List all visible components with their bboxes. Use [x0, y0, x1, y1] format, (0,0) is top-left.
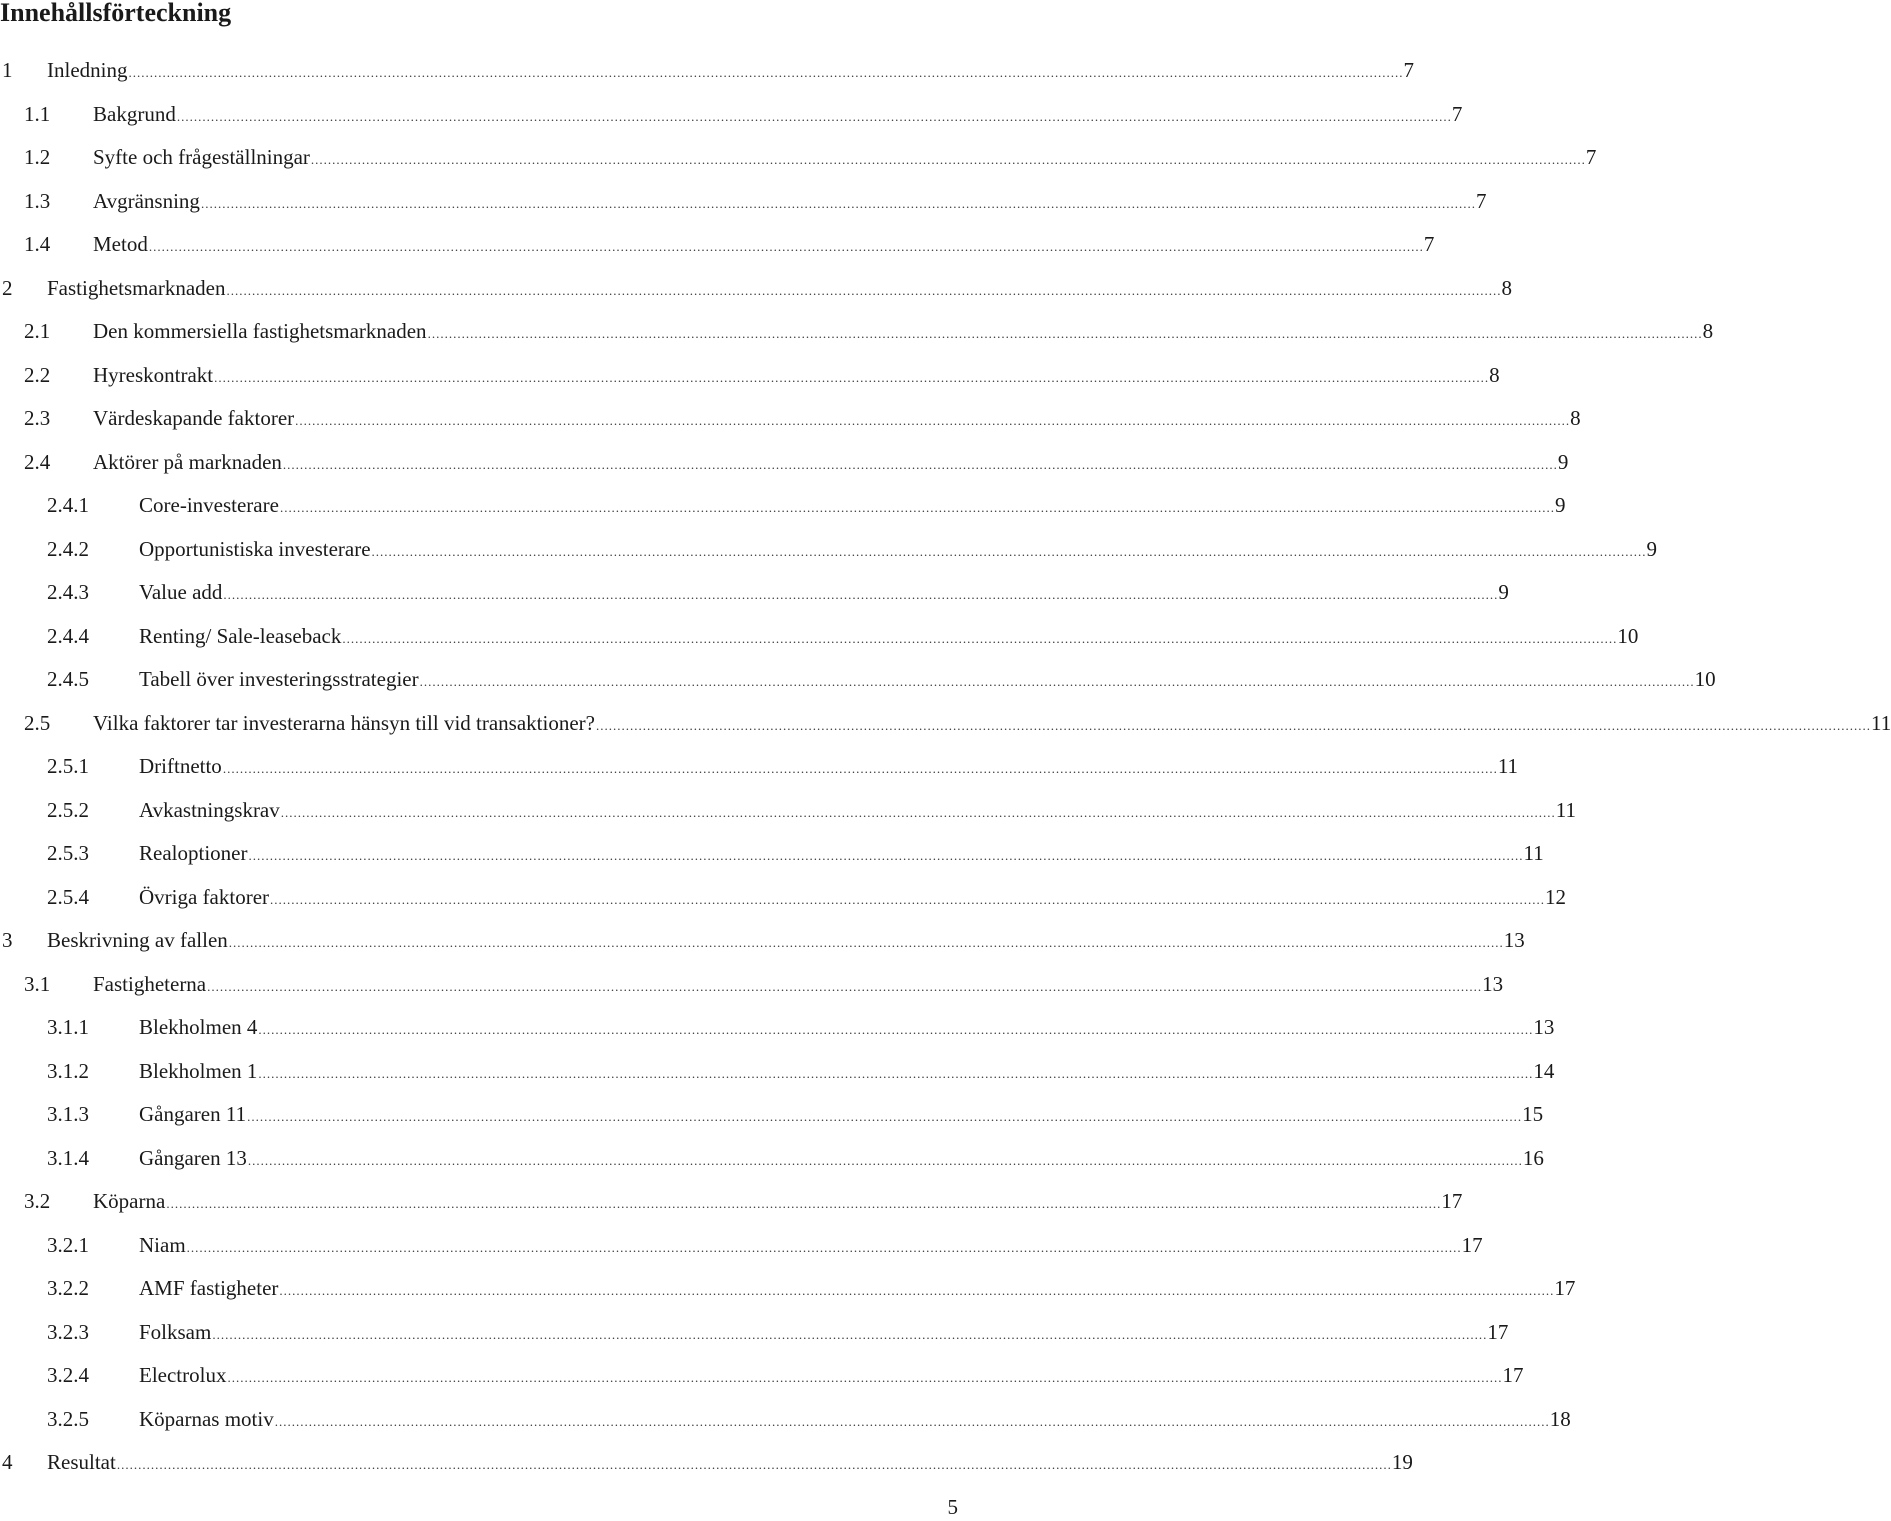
toc-entry-line	[139, 1316, 1509, 1351]
toc-entry-number: 3.1	[24, 971, 51, 996]
toc-entry[interactable]	[0, 402, 1581, 434]
toc-dot-leader: ............................................................................................................................................................................................................................................................................................................	[282, 456, 1558, 472]
toc-entry-number: 3.2.1	[47, 1232, 89, 1257]
toc-entry[interactable]	[0, 315, 1714, 347]
toc-dot-leader: ............................................................................................................................................................................................................................................................................................................	[248, 848, 1524, 863]
toc-entry-label: Beskrivning av fallen	[47, 928, 228, 952]
toc-entry-page: 10	[1617, 623, 1639, 648]
toc-entry-page: 17	[1554, 1276, 1576, 1300]
toc-dot-leader: ............................................................................................................................................................................................................................................................................................................	[279, 500, 1555, 515]
toc-entry[interactable]	[0, 1403, 1571, 1435]
toc-entry[interactable]	[0, 228, 1435, 260]
toc-entry-number: 2.4.4	[47, 623, 89, 648]
toc-entry-page: 8	[1702, 319, 1714, 343]
toc-entry-number: 2.3	[24, 406, 51, 430]
toc-entry[interactable]	[0, 837, 1544, 869]
toc-entry-label: Core-investerare	[139, 493, 279, 517]
toc-entry-number: 2.2	[24, 362, 51, 387]
toc-entry-label: Folksam	[139, 1319, 212, 1344]
toc-entry-page: 11	[1497, 754, 1519, 778]
toc-entry-label: Avkastningskrav	[139, 797, 280, 822]
toc-entry-number: 2.4.1	[47, 493, 89, 517]
toc-dot-leader: ............................................................................................................................................................................................................................................................................................................	[214, 369, 1490, 385]
toc-entry-label: AMF fastigheter	[139, 1276, 279, 1300]
toc-entry[interactable]	[0, 1011, 1555, 1043]
toc-entry-label: Niam	[139, 1232, 186, 1257]
toc-entry-page: 8	[1570, 406, 1581, 430]
toc-entry-line	[139, 663, 1716, 698]
toc-dot-leader: ............................................................................................................................................................................................................................................................................................................	[222, 761, 1498, 776]
toc-entry[interactable]	[0, 446, 1569, 478]
toc-entry-label: Electrolux	[139, 1363, 227, 1387]
toc-entry-line	[93, 185, 1487, 220]
toc-dot-leader: ............................................................................................................................................................................................................................................................................................................	[274, 1413, 1550, 1429]
toc-dot-leader: ............................................................................................................................................................................................................................................................................................................	[223, 587, 1499, 602]
toc-entry[interactable]	[0, 1272, 1576, 1304]
toc-dot-leader: ............................................................................................................................................................................................................................................................................................................	[166, 1196, 1442, 1211]
toc-entry-label: Value add	[139, 580, 223, 604]
toc-entry-line	[47, 1446, 1413, 1481]
toc-entry-number: 3.2.4	[47, 1363, 89, 1387]
toc-entry-label: Gångaren 11	[139, 1102, 247, 1126]
toc-entry-page: 7	[1403, 58, 1414, 82]
toc-entry[interactable]	[0, 707, 1891, 739]
toc-entry[interactable]	[0, 98, 1463, 130]
toc-entry-page: 17	[1487, 1319, 1509, 1344]
toc-entry-line	[93, 1185, 1463, 1220]
toc-entry[interactable]	[0, 576, 1509, 608]
toc-entry[interactable]	[0, 1098, 1544, 1130]
toc-entry-line	[47, 272, 1512, 307]
toc-entry-page: 15	[1522, 1102, 1544, 1126]
toc-entry[interactable]	[0, 663, 1716, 695]
toc-entry-label: Syfte och frågeställningar	[93, 145, 310, 169]
toc-entry-page: 11	[1555, 797, 1576, 822]
toc-entry-page: 14	[1533, 1058, 1555, 1083]
toc-entry-number: 3.1.3	[47, 1102, 89, 1126]
toc-entry-number: 2.5	[24, 710, 51, 735]
toc-entry-label: Realoptioner	[139, 841, 248, 865]
toc-entry-line	[139, 576, 1509, 611]
toc-entry-number: 2.4	[24, 449, 51, 474]
toc-entry-label: Blekholmen 4	[139, 1015, 258, 1039]
toc-entry-line	[93, 141, 1597, 176]
toc-entry-line	[139, 750, 1519, 785]
toc-entry-number: 1.3	[24, 188, 51, 213]
toc-entry-line	[139, 1011, 1555, 1046]
toc-entry-number: 3.2.3	[47, 1319, 89, 1344]
toc-dot-leader: ............................................................................................................................................................................................................................................................................................................	[176, 108, 1452, 124]
toc-entry-line	[93, 707, 1891, 742]
toc-entry[interactable]	[0, 1229, 1483, 1261]
toc-entry-line	[93, 98, 1463, 133]
toc-entry-line	[139, 489, 1566, 524]
toc-entry-line	[139, 1142, 1544, 1177]
toc-entry-line	[139, 794, 1576, 829]
toc-dot-leader: ............................................................................................................................................................................................................................................................................................................	[279, 1283, 1555, 1298]
toc-entry-page: 17	[1461, 1232, 1483, 1257]
toc-entry-label: Den kommersiella fastighetsmarknaden	[93, 319, 427, 343]
toc-entry-label: Köparnas motiv	[139, 1406, 274, 1431]
toc-dot-leader: ............................................................................................................................................................................................................................................................................................................	[128, 65, 1404, 80]
toc-dot-leader: ............................................................................................................................................................................................................................................................................................................	[427, 326, 1703, 341]
toc-entry-label: Aktörer på marknaden	[93, 449, 282, 474]
toc-entry[interactable]	[0, 185, 1487, 217]
toc-entry-line	[139, 1098, 1544, 1133]
toc-entry[interactable]	[0, 489, 1566, 521]
toc-entry-page: 17	[1441, 1189, 1463, 1213]
toc-entry[interactable]	[0, 1185, 1463, 1217]
toc-entry-page: 10	[1694, 667, 1716, 691]
toc-dot-leader: ............................................................................................................................................................................................................................................................................................................	[207, 978, 1483, 994]
toc-entry-page: 13	[1503, 928, 1525, 952]
toc-entry-label: Avgränsning	[93, 188, 200, 213]
toc-entry-number: 4	[2, 1450, 13, 1474]
toc-entry[interactable]	[0, 794, 1576, 826]
toc-entry-page: 11	[1523, 841, 1544, 865]
toc-entry[interactable]	[0, 272, 1512, 304]
toc-entry[interactable]	[0, 1316, 1509, 1348]
toc-entry-label: Resultat	[47, 1450, 116, 1474]
toc-entry-line	[93, 402, 1581, 437]
toc-entry-label: Övriga faktorer	[139, 884, 270, 909]
toc-dot-leader: ............................................................................................................................................................................................................................................................................................................	[419, 674, 1695, 689]
toc-entry-label: Värdeskapande faktorer	[93, 406, 295, 430]
toc-dot-leader: ............................................................................................................................................................................................................................................................................................................	[310, 152, 1586, 167]
toc-dot-leader: ............................................................................................................................................................................................................................................................................................................	[228, 935, 1504, 950]
toc-dot-leader: ............................................................................................................................................................................................................................................................................................................	[212, 1326, 1488, 1342]
toc-entry-label: Inledning	[47, 58, 128, 82]
toc-entry-page: 9	[1646, 536, 1658, 561]
toc-entry[interactable]	[0, 54, 1414, 86]
toc-entry[interactable]	[0, 359, 1500, 391]
toc-entry-number: 2.4.5	[47, 667, 89, 691]
toc-entry-number: 1.4	[24, 232, 51, 256]
toc-entry-line	[139, 1272, 1576, 1307]
toc-entry-line	[93, 359, 1500, 394]
toc-dot-leader: ............................................................................................................................................................................................................................................................................................................	[595, 717, 1871, 733]
toc-entry-line	[139, 1403, 1571, 1438]
toc-entry[interactable]	[0, 1142, 1544, 1174]
toc-entry-number: 2.5.4	[47, 884, 89, 909]
toc-entry-line	[93, 315, 1714, 350]
toc-dot-leader: ............................................................................................................................................................................................................................................................................................................	[186, 1239, 1462, 1255]
toc-dot-leader: ............................................................................................................................................................................................................................................................................................................	[371, 543, 1647, 559]
toc-entry[interactable]	[0, 141, 1597, 173]
toc-entry-line	[47, 54, 1414, 89]
toc-entry-page: 7	[1423, 232, 1435, 256]
toc-entry-line	[93, 968, 1504, 1003]
toc-entry-label: Fastighetsmarknaden	[47, 275, 226, 300]
toc-dot-leader: ............................................................................................................................................................................................................................................................................................................	[116, 1457, 1392, 1472]
toc-entry[interactable]	[0, 533, 1658, 565]
toc-entry[interactable]	[0, 620, 1639, 652]
toc-entry-page: 9	[1557, 449, 1569, 474]
toc-entry-page: 8	[1501, 275, 1512, 300]
toc-entry-page: 8	[1489, 362, 1500, 387]
toc-entry[interactable]	[0, 924, 1525, 956]
toc-entry-page: 11	[1870, 710, 1891, 735]
toc-dot-leader: ............................................................................................................................................................................................................................................................................................................	[258, 1065, 1534, 1081]
toc-entry-number: 1.2	[24, 145, 51, 169]
toc-entry-page: 9	[1554, 493, 1566, 517]
toc-dot-leader: ............................................................................................................................................................................................................................................................................................................	[280, 804, 1556, 820]
toc-entry-number: 2.4.2	[47, 536, 89, 561]
toc-entry-page: 7	[1585, 145, 1597, 169]
toc-entry-line	[47, 924, 1525, 959]
toc-dot-leader: ............................................................................................................................................................................................................................................................................................................	[148, 239, 1424, 254]
toc-entry-number: 1	[2, 58, 13, 82]
toc-entry-number: 3.1.1	[47, 1015, 89, 1039]
toc-entry-line	[139, 1055, 1555, 1090]
toc-title: Innehållsförteckning	[0, 0, 232, 27]
toc-entry-number: 3.2.2	[47, 1276, 89, 1300]
toc-entry-page: 19	[1391, 1450, 1413, 1474]
toc-entry-line	[139, 533, 1658, 568]
toc-entry-number: 2.4.3	[47, 580, 89, 604]
toc-entry-label: Bakgrund	[93, 101, 176, 126]
toc-entry-label: Fastigheterna	[93, 971, 207, 996]
toc-entry-label: Opportunistiska investerare	[139, 536, 371, 561]
toc-entry-number: 3.1.2	[47, 1058, 89, 1083]
toc-entry-page: 13	[1482, 971, 1504, 996]
toc-entry-number: 3.2.5	[47, 1406, 89, 1431]
toc-entry-number: 2	[2, 275, 13, 300]
toc-entry-label: Metod	[93, 232, 148, 256]
page-number: 5	[947, 1495, 958, 1519]
toc-entry-page: 7	[1475, 188, 1487, 213]
toc-entry-label: Renting/ Sale-leaseback	[139, 623, 342, 648]
toc-entry-page: 7	[1451, 101, 1463, 126]
toc-entry[interactable]	[0, 1359, 1524, 1391]
toc-dot-leader: ............................................................................................................................................................................................................................................................................................................	[295, 413, 1571, 428]
toc-entry[interactable]	[0, 750, 1519, 782]
toc-entry-line	[139, 837, 1544, 872]
toc-entry[interactable]	[0, 1055, 1555, 1087]
toc-entry-line	[139, 1359, 1524, 1394]
toc-entry-label: Gångaren 13	[139, 1145, 247, 1170]
toc-dot-leader: ............................................................................................................................................................................................................................................................................................................	[247, 1109, 1523, 1124]
toc-entry-line	[139, 620, 1639, 655]
toc-entry-number: 2.5.1	[47, 754, 89, 778]
toc-entry-line	[139, 1229, 1483, 1264]
toc-entry-number: 3	[2, 928, 13, 952]
toc-entry-number: 3.1.4	[47, 1145, 89, 1170]
toc-entry-line	[93, 446, 1569, 481]
toc-dot-leader: ............................................................................................................................................................................................................................................................................................................	[270, 891, 1546, 907]
toc-entry-number: 3.2	[24, 1189, 51, 1213]
toc-entry[interactable]	[0, 968, 1504, 1000]
toc-entry-number: 1.1	[24, 101, 51, 126]
toc-dot-leader: ............................................................................................................................................................................................................................................................................................................	[258, 1022, 1534, 1037]
toc-entry-label: Tabell över investeringsstrategier	[139, 667, 419, 691]
toc-entry-number: 2.5.3	[47, 841, 89, 865]
toc-entry-line	[93, 228, 1435, 263]
toc-dot-leader: ............................................................................................................................................................................................................................................................................................................	[227, 1370, 1503, 1385]
toc-entry-page: 9	[1498, 580, 1509, 604]
toc-entry-label: Vilka faktorer tar investerarna hänsyn till vid transaktioner?	[93, 710, 595, 735]
toc-entry-number: 2.5.2	[47, 797, 89, 822]
toc-entry[interactable]	[0, 1446, 1413, 1478]
toc-entry-page: 16	[1522, 1145, 1544, 1170]
toc-entry-page: 13	[1533, 1015, 1555, 1039]
toc-entry-number: 2.1	[24, 319, 51, 343]
toc-entry-label: Driftnetto	[139, 754, 222, 778]
toc-entry-label: Blekholmen 1	[139, 1058, 258, 1083]
toc-entry-page: 17	[1502, 1363, 1524, 1387]
toc-entry-label: Köparna	[93, 1189, 166, 1213]
toc-dot-leader: ............................................................................................................................................................................................................................................................................................................	[342, 630, 1618, 646]
toc-entry[interactable]	[0, 881, 1567, 913]
toc-entry-line	[139, 881, 1567, 916]
toc-dot-leader: ............................................................................................................................................................................................................................................................................................................	[226, 282, 1502, 298]
toc-dot-leader: ............................................................................................................................................................................................................................................................................................................	[200, 195, 1476, 211]
toc-entry-page: 12	[1545, 884, 1567, 909]
toc-entry-page: 18	[1549, 1406, 1571, 1431]
toc-dot-leader: ............................................................................................................................................................................................................................................................................................................	[247, 1152, 1523, 1168]
toc-entry-label: Hyreskontrakt	[93, 362, 214, 387]
